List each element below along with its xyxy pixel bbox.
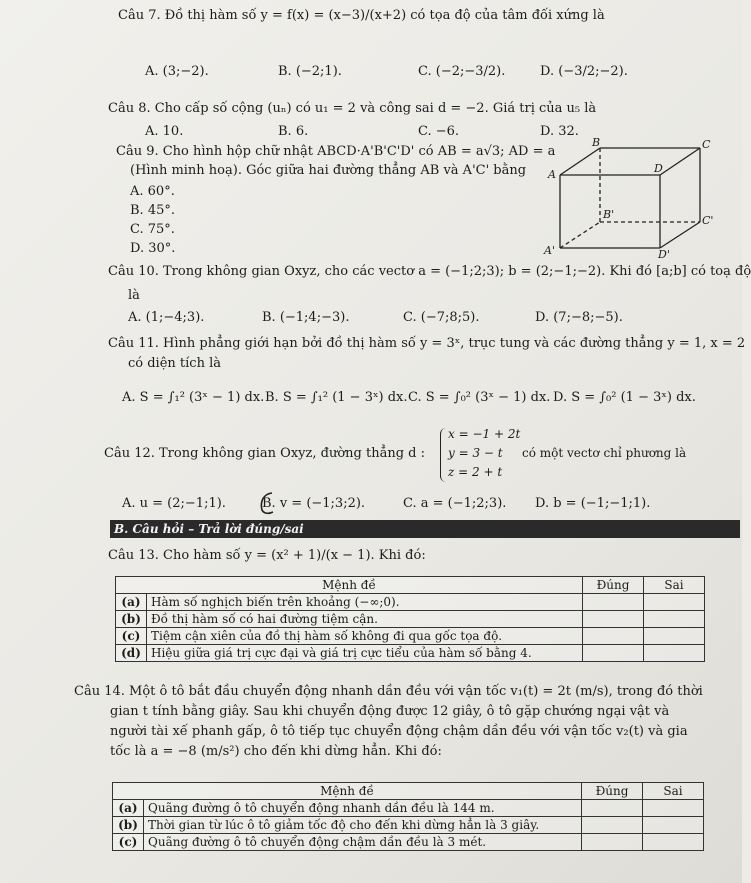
system-eq-2: y = 3 − t	[448, 446, 503, 460]
question-14-line-4: tốc là a = −8 (m/s²) cho đến khi dừng hẳn. Khi đó:	[110, 744, 442, 759]
q9-option-c: C. 75°.	[130, 222, 175, 237]
question-11-text-2: có diện tích là	[128, 356, 221, 371]
q10-option-b: B. (−1;4;−3).	[262, 310, 350, 325]
row-label: (d)	[116, 645, 147, 662]
q12-option-b: B. v = (−1;3;2).	[262, 496, 366, 511]
q12-option-d: D. b = (−1;−1;1).	[535, 496, 651, 511]
q7-option-a: A. (3;−2).	[145, 64, 209, 79]
box-figure	[530, 136, 714, 261]
false-cell[interactable]	[643, 834, 704, 851]
q11-option-c: C. S = ∫₀² (3ˣ − 1) dx.	[408, 390, 551, 405]
q8-option-d: D. 32.	[540, 124, 579, 139]
question-11-text: Câu 11. Hình phẳng giới hạn bởi đồ thị hàm số y = 3ˣ, trục tung và các đường thẳng y = 1, x = 2	[108, 336, 746, 351]
q11-option-a: A. S = ∫₁² (3ˣ − 1) dx.	[122, 390, 265, 405]
row-statement: Tiệm cận xiên của đồ thị hàm số không đi qua gốc tọa độ.	[147, 628, 583, 645]
table-header-row	[113, 783, 704, 800]
q9-option-d: D. 30°.	[130, 241, 176, 256]
table-row	[116, 611, 705, 628]
q12-option-c: C. a = (−1;2;3).	[403, 496, 507, 511]
table-row	[116, 645, 705, 662]
q12-option-a: A. u = (2;−1;1).	[122, 496, 226, 511]
false-cell[interactable]	[644, 628, 705, 645]
table-row	[116, 594, 705, 611]
fig-label-a-prime: A'	[544, 244, 555, 257]
q8-option-b: B. 6.	[278, 124, 309, 139]
q10-option-c: C. (−7;8;5).	[403, 310, 480, 325]
fig-label-d-prime: D'	[658, 248, 670, 261]
question-14-line-1: Câu 14. Một ô tô bắt đầu chuyển động nhanh dần đều với vận tốc v₁(t) = 2t (m/s), trong đó thời	[74, 684, 703, 699]
table-row	[113, 817, 704, 834]
row-statement: Hàm số nghịch biến trên khoảng (−∞;0).	[147, 594, 583, 611]
question-13-text: Câu 13. Cho hàm số y = (x² + 1)/(x − 1). Khi đó:	[108, 548, 426, 563]
row-label: (a)	[113, 800, 144, 817]
q7-option-c: C. (−2;−3/2).	[418, 64, 506, 79]
row-label: (c)	[116, 628, 147, 645]
q11-option-d: D. S = ∫₀² (1 − 3ˣ) dx.	[553, 390, 696, 405]
q9-option-b: B. 45°.	[130, 203, 175, 218]
question-7-text: Câu 7. Đồ thị hàm số y = f(x) = (x−3)/(x+2) có tọa độ của tâm đối xứng là	[118, 8, 605, 23]
question-12-text: Câu 12. Trong không gian Oxyz, đường thẳng d :	[104, 446, 425, 461]
table-row	[116, 628, 705, 645]
question-7	[118, 8, 605, 24]
question-10-text: Câu 10. Trong không gian Oxyz, cho các vectơ a = (−1;2;3); b = (2;−1;−2). Khi đó [a;b] có toạ độ	[108, 264, 751, 279]
fig-label-a: A	[548, 168, 556, 181]
table-header-row	[116, 577, 705, 594]
true-header: Đúng	[582, 783, 643, 800]
table-row	[113, 800, 704, 817]
question-14-line-2: gian t tính bằng giây. Sau khi chuyển động được 12 giây, ô tô gặp chướng ngại vật và	[110, 704, 670, 719]
fig-label-d: D	[654, 162, 663, 175]
row-statement: Thời gian từ lúc ô tô giảm tốc độ cho đến khi dừng hẳn là 3 giây.	[144, 817, 582, 834]
row-statement: Hiệu giữa giá trị cực đại và giá trị cực tiểu của hàm số bằng 4.	[147, 645, 583, 662]
question-8-text: Câu 8. Cho cấp số cộng (uₙ) có u₁ = 2 và công sai d = −2. Giá trị của u₅ là	[108, 101, 597, 116]
stmt-header: Mệnh đề	[116, 577, 583, 594]
q10-option-d: D. (7;−8;−5).	[535, 310, 623, 325]
false-cell[interactable]	[643, 800, 704, 817]
question-14-line-3: người tài xế phanh gấp, ô tô tiếp tục chuyển động chậm dần đều với vận tốc v₂(t) và gia	[110, 724, 688, 739]
true-cell[interactable]	[583, 611, 644, 628]
q8-option-c: C. −6.	[418, 124, 460, 139]
false-cell[interactable]	[644, 594, 705, 611]
true-cell[interactable]	[582, 800, 643, 817]
row-statement: Quãng đường ô tô chuyển động chậm dần đều là 3 mét.	[144, 834, 582, 851]
row-label: (b)	[116, 611, 147, 628]
system-eq-1: x = −1 + 2t	[448, 427, 521, 441]
question-10-text-2: là	[128, 288, 140, 303]
q11-option-b: B. S = ∫₁² (1 − 3ˣ) dx.	[265, 390, 408, 405]
true-cell[interactable]	[583, 594, 644, 611]
row-label: (b)	[113, 817, 144, 834]
q13-table	[115, 576, 705, 662]
q7-option-b: B. (−2;1).	[278, 64, 342, 79]
false-cell[interactable]	[644, 645, 705, 662]
false-cell[interactable]	[644, 611, 705, 628]
q8-option-a: A. 10.	[145, 124, 184, 139]
true-cell[interactable]	[583, 628, 644, 645]
fig-label-b: B	[592, 136, 601, 149]
row-label: (c)	[113, 834, 144, 851]
question-12-text-2: có một vectơ chỉ phương là	[522, 446, 687, 460]
table-row	[113, 834, 704, 851]
q14-table	[112, 782, 704, 851]
row-statement: Đồ thị hàm số có hai đường tiệm cận.	[147, 611, 583, 628]
fig-label-c: C	[702, 138, 711, 151]
system-eq-3: z = 2 + t	[448, 465, 503, 479]
q9-option-a: A. 60°.	[130, 184, 175, 199]
false-header: Sai	[643, 783, 704, 800]
false-header: Sai	[644, 577, 705, 594]
true-cell[interactable]	[582, 817, 643, 834]
question-9-line-2: (Hình minh hoạ). Góc giữa hai đường thẳng AB và A'C' bằng	[130, 163, 527, 178]
stmt-header: Mệnh đề	[113, 783, 582, 800]
true-header: Đúng	[583, 577, 644, 594]
section-b-header: B. Câu hỏi – Trả lời đúng/sai	[110, 520, 740, 538]
false-cell[interactable]	[643, 817, 704, 834]
question-8	[108, 101, 596, 117]
q10-option-a: A. (1;−4;3).	[128, 310, 205, 325]
hand-drawn-answer-mark	[257, 490, 279, 516]
question-9-line-1: Câu 9. Cho hình hộp chữ nhật ABCD·A'B'C'D' có AB = a√3; AD = a	[116, 144, 556, 159]
true-cell[interactable]	[583, 645, 644, 662]
row-statement: Quãng đường ô tô chuyển động nhanh dần đều là 144 m.	[144, 800, 582, 817]
true-cell[interactable]	[582, 834, 643, 851]
fig-label-b-prime: B'	[603, 208, 615, 221]
q7-option-d: D. (−3/2;−2).	[540, 64, 628, 79]
fig-label-c-prime: C'	[702, 214, 714, 227]
row-label: (a)	[116, 594, 147, 611]
